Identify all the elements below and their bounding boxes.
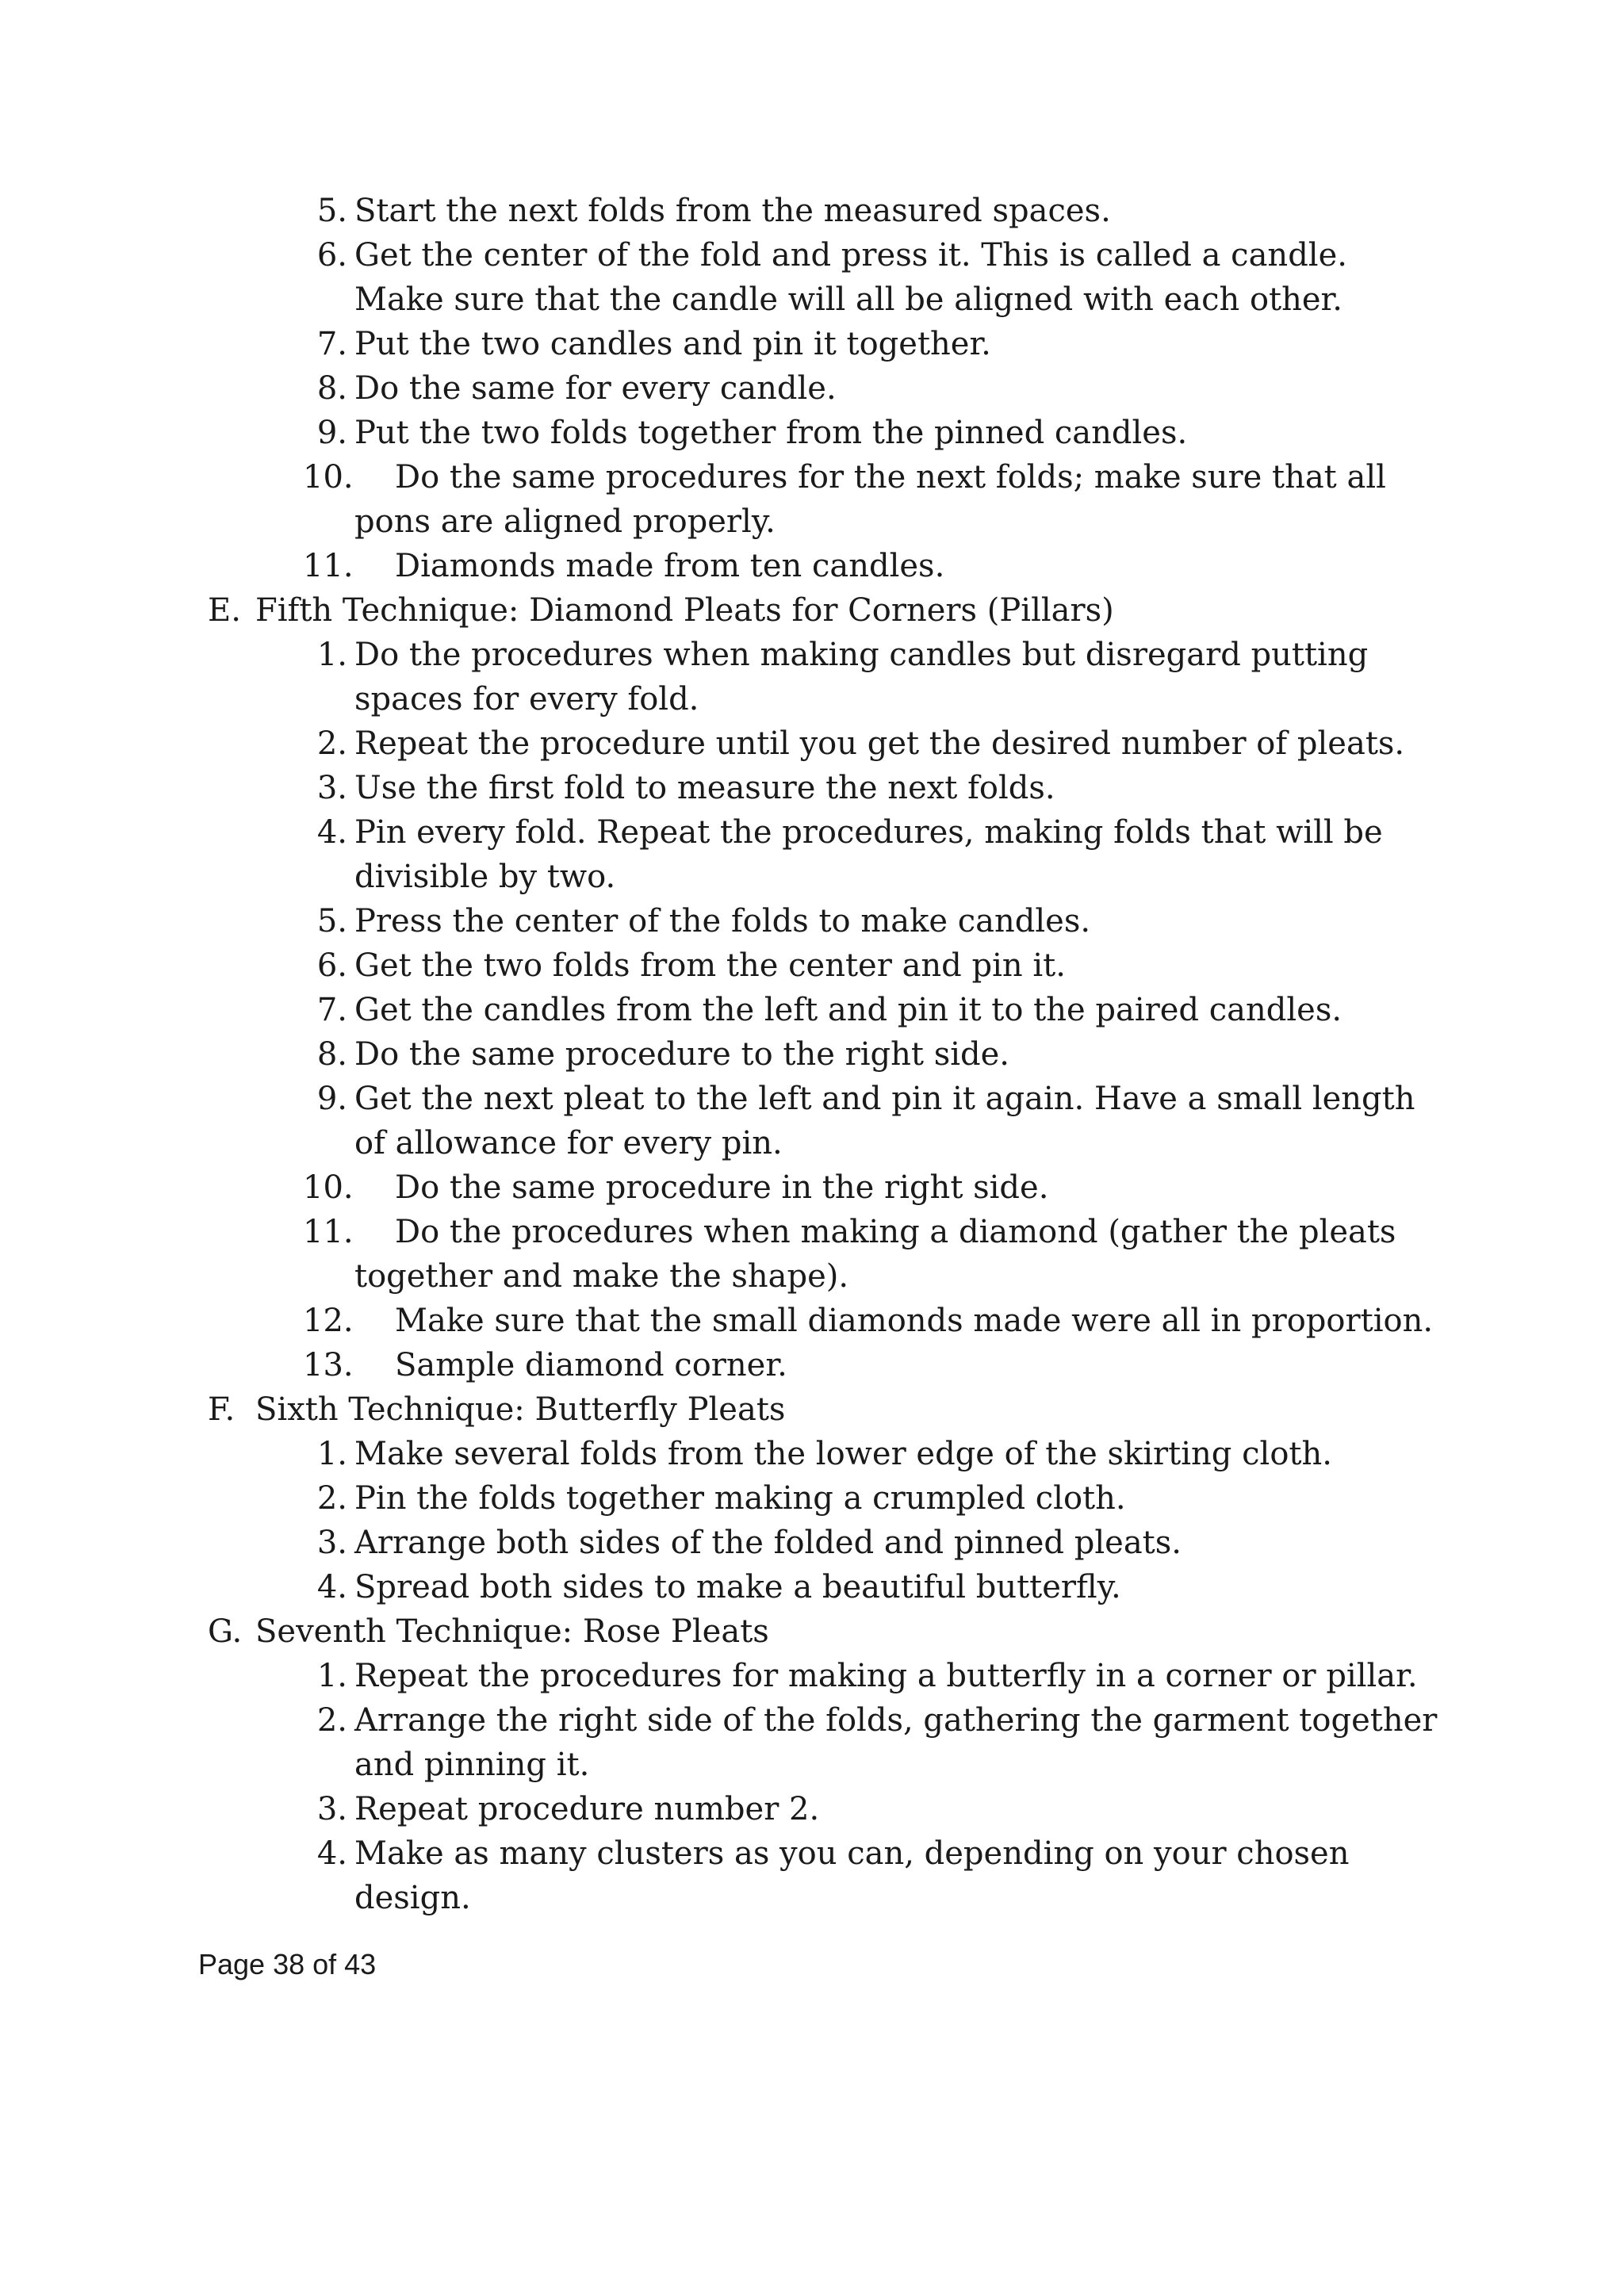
list-item-text: Make sure that the small diamonds made were all in proportion.: [395, 1303, 1434, 1339]
list-item-number: 3.: [316, 1791, 347, 1827]
list-item-text: Repeat the procedures for making a butterfly in a corner or pillar.: [354, 1658, 1418, 1694]
list-item-number: 1.: [316, 1658, 347, 1694]
list-item: [0, 1432, 1624, 1476]
list-item-continuation: [0, 1254, 1624, 1299]
list-item: [0, 189, 1624, 233]
list-item-number: 4.: [316, 1835, 347, 1872]
list-item-text: Put the two candles and pin it together.: [354, 326, 991, 362]
list-item-number: 2.: [316, 1480, 347, 1517]
list-item: [0, 766, 1624, 810]
list-item: [0, 411, 1624, 455]
list-item-text: together and make the shape).: [354, 1258, 849, 1295]
list-item: [0, 1787, 1624, 1831]
list-item-text: Start the next folds from the measured spaces.: [354, 193, 1111, 229]
list-item-continuation: [0, 1121, 1624, 1165]
list-item-text: Make sure that the candle will all be aligned with each other.: [354, 281, 1342, 318]
list-item-number: 8.: [316, 1036, 347, 1073]
list-item-number: 10.: [303, 459, 354, 496]
list-item-text: Do the procedures when making a diamond (gather the pleats: [395, 1214, 1396, 1250]
section-title: Fifth Technique: Diamond Pleats for Corners (Pillars): [255, 592, 1114, 629]
list-item-text: Put the two folds together from the pinned candles.: [354, 415, 1188, 451]
list-item-text: Repeat the procedure until you get the desired number of pleats.: [354, 725, 1405, 762]
list-item-number: 7.: [316, 326, 347, 362]
list-item-number: 6.: [316, 237, 347, 274]
list-item-text: Do the same procedure in the right side.: [395, 1169, 1049, 1206]
list-item-text: Sample diamond corner.: [395, 1347, 787, 1383]
list-item-text: Press the center of the folds to make candles.: [354, 903, 1091, 939]
list-item-number: 9.: [316, 415, 347, 451]
list-item: [0, 1565, 1624, 1609]
list-item-text: divisible by two.: [354, 859, 616, 895]
section-letter: F.: [208, 1391, 236, 1428]
list-item-text: spaces for every fold.: [354, 681, 699, 718]
list-item: [0, 810, 1624, 855]
list-item-continuation: [0, 1743, 1624, 1787]
list-item-text: and pinning it.: [354, 1747, 590, 1783]
list-item-number: 8.: [316, 370, 347, 407]
list-item-continuation: [0, 677, 1624, 721]
list-item-text: Get the candles from the left and pin it to the paired candles.: [354, 992, 1342, 1028]
list-item: [0, 233, 1624, 277]
list-item-number: 2.: [316, 1702, 347, 1739]
list-item-number: 6.: [316, 947, 347, 984]
list-item-continuation: [0, 277, 1624, 322]
list-item: [0, 633, 1624, 677]
section-heading: [0, 588, 1624, 633]
section-title: Seventh Technique: Rose Pleats: [255, 1613, 769, 1650]
list-item-text: Arrange both sides of the folded and pinned pleats.: [354, 1525, 1182, 1561]
list-item-number: 9.: [316, 1081, 347, 1117]
list-item-number: 2.: [316, 725, 347, 762]
list-item-continuation: [0, 499, 1624, 544]
list-item: [0, 455, 1624, 499]
list-item: [0, 1165, 1624, 1210]
list-item-text: design.: [354, 1880, 471, 1916]
list-item-text: Do the same procedures for the next folds; make sure that all: [395, 459, 1386, 496]
list-item-text: Pin the folds together making a crumpled cloth.: [354, 1480, 1126, 1517]
list-item-number: 7.: [316, 992, 347, 1028]
list-item-text: Pin every fold. Repeat the procedures, making folds that will be: [354, 814, 1383, 851]
section-heading: [0, 1609, 1624, 1654]
list-item-text: Do the same procedure to the right side.: [354, 1036, 1010, 1073]
list-item-text: Spread both sides to make a beautiful butterfly.: [354, 1569, 1121, 1605]
list-item-continuation: [0, 1876, 1624, 1920]
list-item-text: pons are aligned properly.: [354, 503, 776, 540]
section-heading: [0, 1387, 1624, 1432]
list-item: [0, 1343, 1624, 1387]
list-item-number: 12.: [303, 1303, 354, 1339]
list-item-number: 3.: [316, 770, 347, 806]
list-item-number: 3.: [316, 1525, 347, 1561]
list-item: [0, 1521, 1624, 1565]
list-item-text: Repeat procedure number 2.: [354, 1791, 820, 1827]
list-item-number: 5.: [316, 193, 347, 229]
list-item: [0, 322, 1624, 366]
list-item-text: Diamonds made from ten candles.: [395, 548, 945, 584]
list-item-number: 1.: [316, 637, 347, 673]
list-item-text: Do the procedures when making candles but disregard putting: [354, 637, 1369, 673]
list-item-text: Make several folds from the lower edge of the skirting cloth.: [354, 1436, 1332, 1472]
list-item-number: 4.: [316, 1569, 347, 1605]
list-item-number: 11.: [303, 1214, 354, 1250]
list-item: [0, 366, 1624, 411]
section-letter: E.: [208, 592, 241, 629]
list-item: [0, 1654, 1624, 1698]
list-item-text: Get the center of the fold and press it. This is called a candle.: [354, 237, 1347, 274]
list-item: [0, 1476, 1624, 1521]
list-item: [0, 1077, 1624, 1121]
page-number-footer: Page 38 of 43: [198, 1948, 377, 1980]
list-item: [0, 1032, 1624, 1077]
list-item-text: Do the same for every candle.: [354, 370, 837, 407]
list-item-text: Make as many clusters as you can, depending on your chosen: [354, 1835, 1350, 1872]
list-item-number: 4.: [316, 814, 347, 851]
document-body: [0, 189, 1624, 1920]
list-item-text: Arrange the right side of the folds, gathering the garment together: [354, 1702, 1438, 1739]
list-item: [0, 899, 1624, 943]
section-title: Sixth Technique: Butterfly Pleats: [255, 1391, 786, 1428]
list-item-number: 5.: [316, 903, 347, 939]
list-item: [0, 721, 1624, 766]
list-item-number: 13.: [303, 1347, 354, 1383]
list-item: [0, 943, 1624, 988]
list-item-text: Get the next pleat to the left and pin it again. Have a small length: [354, 1081, 1415, 1117]
list-item-number: 11.: [303, 548, 354, 584]
list-item-text: of allowance for every pin.: [354, 1125, 783, 1161]
list-item-number: 10.: [303, 1169, 354, 1206]
section-letter: G.: [208, 1613, 243, 1650]
list-item: [0, 988, 1624, 1032]
list-item: [0, 1698, 1624, 1743]
list-item-number: 1.: [316, 1436, 347, 1472]
list-item: [0, 1299, 1624, 1343]
list-item: [0, 1210, 1624, 1254]
list-item: [0, 1831, 1624, 1876]
list-item-text: Get the two folds from the center and pin it.: [354, 947, 1066, 984]
list-item-text: Use the first fold to measure the next folds.: [354, 770, 1055, 806]
list-item-continuation: [0, 855, 1624, 899]
list-item: [0, 544, 1624, 588]
